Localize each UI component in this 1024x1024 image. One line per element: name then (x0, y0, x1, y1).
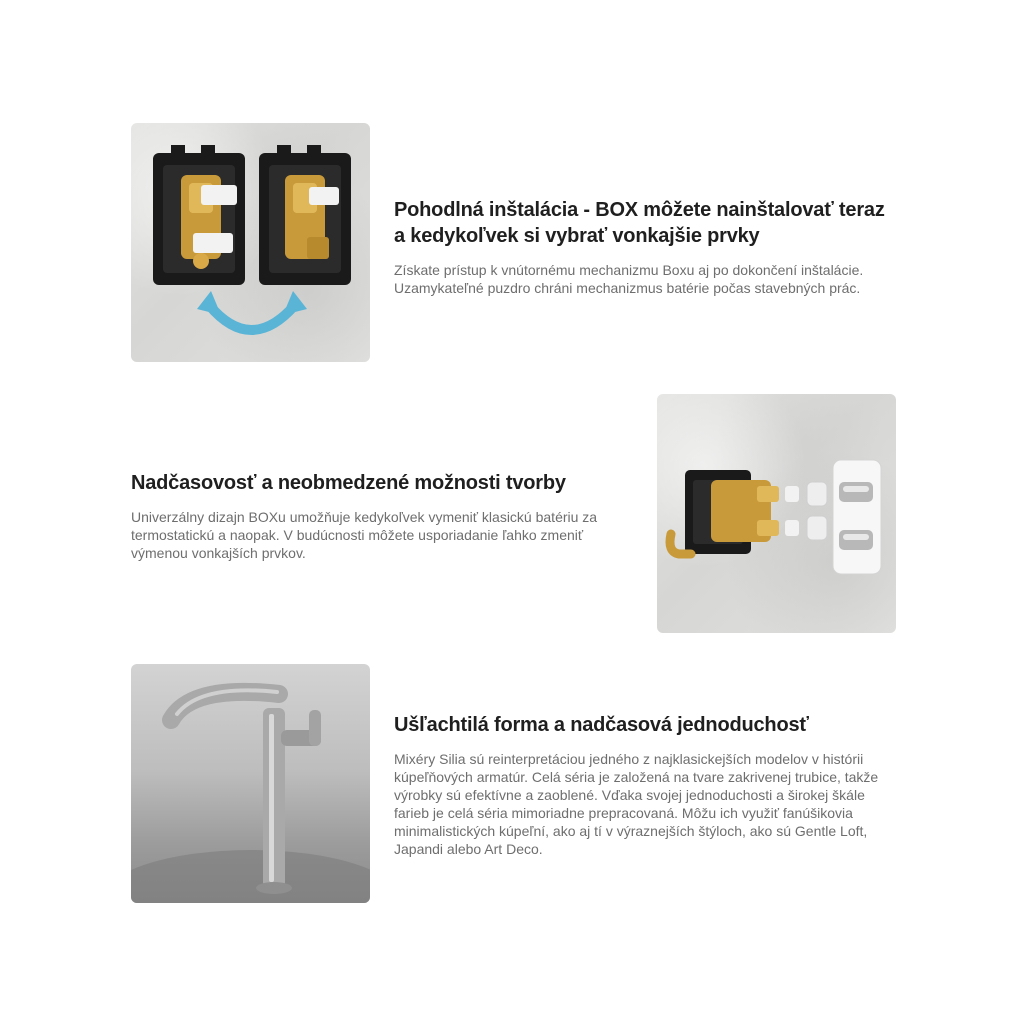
faucet-icon (131, 664, 370, 903)
thermostatic-box-icon (657, 394, 896, 633)
faucet-image (131, 664, 370, 903)
feature-description: Získate prístup k vnútornému mechanizmu Boxu aj po dokončení inštalácie. Uzamykateľné puzdro chráni mechanizmus batérie počas stavebných prác. (394, 262, 864, 296)
install-box-arrow-icon (131, 123, 370, 362)
feature-text-install (394, 197, 894, 297)
feature-heading: Ušľachtilá forma a nadčasová jednoduchosť (394, 714, 809, 736)
thermostatic-box-image (657, 394, 896, 633)
feature-description: Mixéry Silia sú reinterpretáciou jedného z najklasickejších modelov v histórii kúpeľňových armatúr. Celá séria je založená na tvare zakrivenej trubice, takže výrobky sú efektívne a zaoblené. Vďaka svojej jednoduchosti a širokej škále farieb je celá séria mimoriadne prepracovaná. Môžu ich využiť fanúšikovia minimalistických kúpeľní, ako aj tí v výraznejších štýloch, ako sú Gentle Loft, Japandi alebo Art Deco. (394, 751, 879, 857)
feature-heading: Nadčasovosť a neobmedzené možnosti tvorby (131, 472, 566, 494)
feature-description: Univerzálny dizajn BOXu umožňuje kedykoľvek vymeniť klasickú batériu za termostatickú a naopak. V budúcnosti môžete usporiadanie ľahko zmeniť výmenou vonkajších prvkov. (131, 509, 598, 561)
feature-text-timeless (131, 470, 601, 562)
feature-heading: Pohodlná inštalácia - BOX môžete nainštalovať teraz a kedykoľvek si vybrať vonkajšie prvky (394, 199, 885, 247)
install-box-image (131, 123, 370, 362)
feature-text-form (394, 712, 894, 858)
